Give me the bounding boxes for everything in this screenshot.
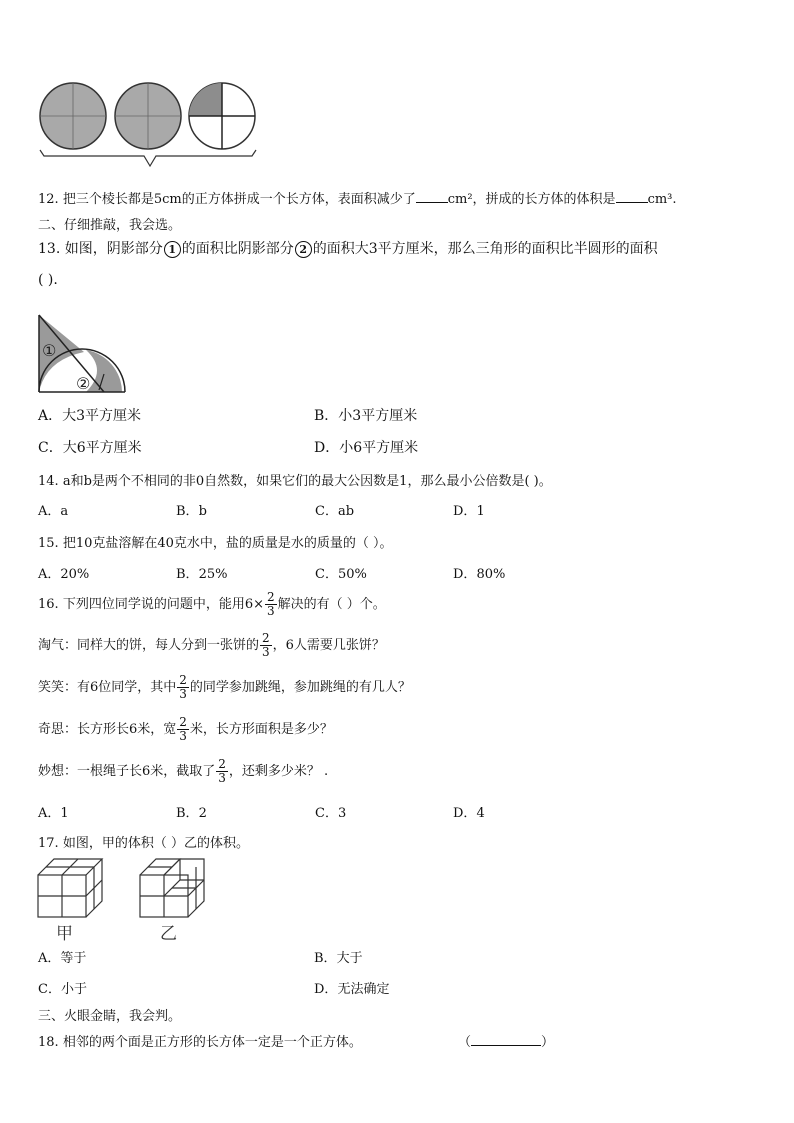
q15-option-d[interactable]: D．80% [453, 567, 506, 582]
circle-full-2 [115, 83, 181, 149]
q14-option-d[interactable]: D．1 [453, 504, 485, 519]
q17-option-c[interactable]: C．小于 [38, 982, 87, 997]
cube-stack-jia [38, 859, 102, 917]
circles-figure [36, 80, 266, 175]
fraction: $\frac{2}{3}$ [218, 757, 226, 785]
q14-option-b[interactable]: B．b [176, 504, 207, 519]
circle-quarter [189, 83, 255, 149]
question-13-paren: ( ). [38, 272, 58, 288]
answer-blank[interactable] [471, 1033, 541, 1046]
q15-option-c[interactable]: C．50% [315, 567, 367, 582]
q16-option-a[interactable]: A．1 [38, 806, 69, 821]
fraction: $\frac{2}{3}$ [262, 631, 270, 659]
q13-option-a[interactable]: A．大3平方厘米 [38, 408, 142, 424]
figure-label-1: ① [42, 341, 57, 360]
question-17: 17. 如图，甲的体积（ ）乙的体积。 [38, 836, 249, 851]
q17-option-a[interactable]: A．等于 [38, 951, 87, 966]
question-16: 16. 下列四位同学说的问题中，能用6× $\frac{2}{3}$ 解决的有（ ）个。 [38, 590, 386, 618]
circle-label-1: 1 [164, 241, 181, 258]
circle-label-2: 2 [295, 241, 312, 258]
brace [40, 150, 256, 166]
fraction: $\frac{2}{3}$ [179, 715, 187, 743]
question-12: 12. 把三个棱长都是5cm的正方体拼成一个长方体，表面积减少了 cm²，拼成的长方体的体积是 cm³. [38, 192, 677, 207]
label-jia: 甲 [56, 924, 73, 943]
q16-line-2: 笑笑：有6位同学，其中 $\frac{2}{3}$ 的同学参加跳绳，参加跳绳的有几人？ [38, 673, 411, 701]
q17-option-b[interactable]: B．大于 [314, 951, 363, 966]
circle-full-1 [40, 83, 106, 149]
q16-line-3: 奇思：长方形长6米，宽 $\frac{2}{3}$ 米，长方形面积是多少？ [38, 715, 333, 743]
q16-line-1: 淘气：同样大的饼，每人分到一张饼的 $\frac{2}{3}$ ，6人需要几张饼？ [38, 631, 385, 659]
q13-option-c[interactable]: C．大6平方厘米 [38, 440, 142, 456]
figure-label-2: ② [76, 374, 91, 393]
q15-option-a[interactable]: A．20% [38, 567, 90, 582]
q16-option-c[interactable]: C．3 [315, 806, 347, 821]
q16-option-d[interactable]: D．4 [453, 806, 485, 821]
section-3-title: 三、火眼金睛，我会判。 [38, 1009, 182, 1024]
answer-blank-2[interactable] [616, 190, 648, 203]
q17-option-d[interactable]: D．无法确定 [314, 982, 390, 997]
question-13: 13. 如图，阴影部分 1 的面积比阴影部分 2 的面积大3平方厘米，那么三角形的面积比半圆形的面积 [38, 241, 658, 257]
q16-option-b[interactable]: B．2 [176, 806, 207, 821]
question-14: 14. a和b是两个不相同的非0自然数，如果它们的最大公因数是1，那么最小公倍数是( )。 [38, 474, 552, 489]
q16-line-4: 妙想：一根绳子长6米，截取了 $\frac{2}{3}$ ，还剩多少米？ . [38, 757, 329, 785]
q13-option-b[interactable]: B．小3平方厘米 [314, 408, 418, 424]
section-2-title: 二、仔细推敲，我会选。 [38, 218, 182, 233]
q15-option-b[interactable]: B．25% [176, 567, 228, 582]
fraction: $\frac{2}{3}$ [267, 590, 275, 618]
cube-stack-yi [140, 859, 204, 917]
answer-blank-1[interactable] [416, 190, 448, 203]
label-yi: 乙 [160, 924, 177, 943]
question-18: 18. 相邻的两个面是正方形的长方体一定是一个正方体。 [38, 1035, 362, 1050]
shaded-region-2 [86, 350, 122, 392]
q13-option-d[interactable]: D．小6平方厘米 [314, 440, 419, 456]
fraction: $\frac{2}{3}$ [179, 673, 187, 701]
q14-option-c[interactable]: C．ab [315, 504, 355, 519]
cubes-figure [36, 853, 206, 943]
question-15: 15. 把10克盐溶解在40克水中，盐的质量是水的质量的（ ）。 [38, 536, 393, 551]
q14-option-a[interactable]: A．a [38, 504, 69, 519]
q18-answer[interactable]: （ ） [458, 1035, 555, 1050]
triangle-semicircle-figure [36, 312, 131, 398]
